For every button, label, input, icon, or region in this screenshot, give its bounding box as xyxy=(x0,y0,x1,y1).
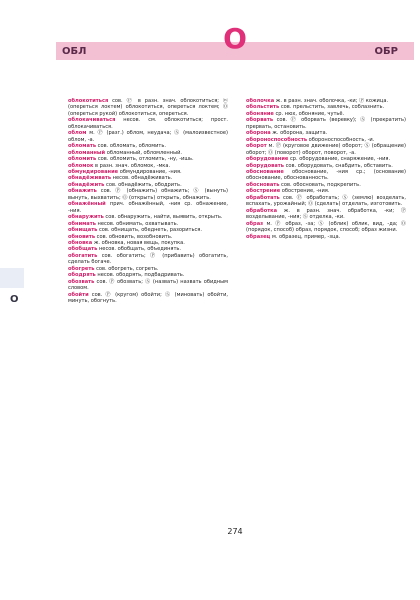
entry-definition: ср. оборудование, снаряжение, -ния. xyxy=(288,156,391,163)
entry-headword: обогреть xyxy=(68,265,95,272)
dictionary-entry xyxy=(68,201,228,214)
entry-definition: сов. обнаружить, найти, выявить, открыть. xyxy=(103,214,223,221)
dictionary-entry xyxy=(246,195,406,208)
right-running-headword: ОБР xyxy=(374,46,398,57)
dictionary-entry xyxy=(68,279,228,292)
right-column xyxy=(246,98,406,510)
dictionary-entry xyxy=(68,188,228,201)
entry-definition: м. Ⓟ образ, -за; Ⓢ (облик) облик, вид, -да; Ⓞ (порядок, способ) образ, порядок, способ; образ жизни. xyxy=(246,220,406,234)
entry-definition: обострение, -ния. xyxy=(280,188,330,195)
entry-headword: оболочка xyxy=(246,98,275,104)
entry-headword: обломок xyxy=(68,162,94,169)
entry-headword: обнажённый xyxy=(68,201,106,208)
entry-headword: обнаружить xyxy=(68,214,104,221)
entry-definition: сов. Ⓟ в разн. знач. облокотиться; ⓝ (опереться локтем) облокотиться, опереться локтем; Ⓞ (опереться рукой) облокотиться, опереться. xyxy=(68,98,228,117)
dictionary-entry xyxy=(246,117,406,130)
entry-definition: м. Ⓟ (разг.) облом, неудача; Ⓢ (малоизвестное) облом, -а. xyxy=(68,130,228,143)
entry-definition: сов. прельстить, завлечь, соблазнить. xyxy=(279,104,385,111)
dictionary-entry xyxy=(246,221,406,234)
entry-definition: сов. обломить, отломить, -ну, -ишь. xyxy=(96,156,194,163)
entry-headword: обозвать xyxy=(68,278,95,285)
entry-headword: облокачиваться xyxy=(68,117,116,124)
entry-definition: ж. оборона, защита. xyxy=(270,130,328,137)
entry-headword: обойти xyxy=(68,291,89,298)
entry-headword: обломать xyxy=(68,143,97,150)
entry-definition: сов. оборудовать, снабдить, обставить. xyxy=(283,162,393,169)
entry-headword: оборона xyxy=(246,130,271,137)
entry-headword: облокотиться xyxy=(68,98,109,104)
dictionary-entry xyxy=(68,98,228,117)
section-letter: О xyxy=(223,22,247,55)
entry-definition: сов. Ⓟ (кругом) обойти; Ⓢ (миновать) обойти, минуть, обогнуть. xyxy=(68,291,228,305)
left-column xyxy=(68,98,228,510)
dictionary-entry xyxy=(246,208,406,221)
entry-headword: образец xyxy=(246,233,271,240)
entry-headword: оборот xyxy=(246,143,267,150)
entry-definition: сов. обогатить; Ⓟ (прибавить) обогатить, сделать богаче. xyxy=(68,252,228,266)
entry-definition: сов. обосновать, подкрепить. xyxy=(279,181,361,188)
entry-definition: несов. обобщать, объединять. xyxy=(97,246,182,253)
entry-definition: сов. Ⓟ оборвать (веревку); Ⓢ (прекратить) прервать, остановить. xyxy=(246,117,406,130)
entry-definition: несов. см. облокотиться; прост. облокачиваться. xyxy=(68,117,228,130)
entry-definition: сов. обнадёжить, ободрить. xyxy=(104,181,182,188)
entry-headword: обнажить xyxy=(68,188,97,195)
entry-headword: обострение xyxy=(246,188,281,195)
entry-headword: обогатить xyxy=(68,252,98,259)
entry-definition: обороноспособность, -и. xyxy=(307,136,375,143)
entry-definition: сов. обновить, возобновить. xyxy=(95,233,173,240)
dictionary-entry xyxy=(246,234,406,240)
entry-headword: обработать xyxy=(246,194,280,201)
entry-definition: в разн. знач. обломок, -мка. xyxy=(93,162,171,169)
entry-headword: обольстить xyxy=(246,104,280,111)
entry-definition: несов. ободрять, подбадривать. xyxy=(95,272,185,279)
entry-headword: ободрять xyxy=(68,272,96,279)
side-index-tab xyxy=(0,268,24,288)
entry-headword: обновка xyxy=(68,239,93,246)
entry-headword: образ xyxy=(246,220,264,227)
entry-headword: обоснование xyxy=(246,168,284,175)
dictionary-entry xyxy=(246,169,406,182)
entry-definition: ж. обновка, новая вещь, покупка. xyxy=(92,239,185,246)
dictionary-entry xyxy=(68,292,228,305)
entry-definition: обмундирование, -ния. xyxy=(118,168,182,175)
entry-definition: сов. Ⓟ обозвать; Ⓢ (назвать) назвать обидным словом. xyxy=(68,278,228,292)
entry-definition: обоснование, -ния ср.; (основание) обоснование, обоснованность. xyxy=(246,168,406,182)
entry-definition: сов. обогреть, согреть. xyxy=(94,265,159,272)
entry-definition: сов. обломать, обломить. xyxy=(96,143,167,150)
dictionary-entry xyxy=(68,117,228,130)
entry-definition: несов. обнадёживать. xyxy=(111,175,173,182)
entry-definition: сов. Ⓟ обработать; Ⓢ (землю) возделать, вспахать, урожайный; Ⓞ (сделать) отделать, изготовить. xyxy=(246,194,406,208)
entry-definition: ж. в разн. знач. оболочка, -ки; Ⓟ кожица. xyxy=(274,98,389,104)
entry-definition: ср. нюх, обоняние, чутьё. xyxy=(273,110,345,117)
entry-headword: обмундирование xyxy=(68,168,119,175)
dictionary-page xyxy=(56,8,414,592)
entry-headword: обновить xyxy=(68,233,96,240)
entry-headword: обнадёживать xyxy=(68,175,112,182)
entry-definition: прич. обнажённый, -ния ср. обнажение, -ния. xyxy=(68,201,228,214)
page-number: 274 xyxy=(227,527,243,536)
entry-definition: сов. обнищать, обеднеть, разориться. xyxy=(97,227,202,234)
entry-definition: ж. в разн. знач. обработка, -ки; Ⓟ возделывание, -ния; Ⓢ отделка, -ки. xyxy=(246,207,406,221)
entry-definition: обломанный, обломленный. xyxy=(105,149,183,156)
entry-definition: м. Ⓟ (круговое движение) оборот; Ⓢ (обращение) оборот; Ⓞ (поворот) оборот, поворот, -а. xyxy=(246,143,406,156)
entry-definition: сов. Ⓟ (обнажить) обнажить; Ⓢ (вынуть) вынуть, выхватить; Ⓞ (открыть) открыть, обнажить. xyxy=(68,188,228,201)
entry-headword: обнимать xyxy=(68,220,96,227)
entry-headword: обоняние xyxy=(246,110,274,117)
entry-headword: оборвать xyxy=(246,117,274,124)
entry-headword: обнищать xyxy=(68,227,98,234)
entry-headword: облом xyxy=(68,130,87,137)
dictionary-entry xyxy=(68,130,228,143)
entry-headword: обнадёжить xyxy=(68,181,105,188)
dictionary-entry xyxy=(68,253,228,266)
entry-definition: несов. обнимать, охватывать. xyxy=(95,220,179,227)
entry-headword: обломить xyxy=(68,156,97,163)
entry-headword: оборудование xyxy=(246,156,289,163)
dictionary-entry xyxy=(246,143,406,156)
entry-headword: обработка xyxy=(246,207,278,214)
entry-headword: обобщать xyxy=(68,246,98,253)
entry-definition: м. образец, пример, -зца. xyxy=(270,233,341,240)
entry-headword: обломанный xyxy=(68,149,106,156)
side-index-letter: О xyxy=(10,294,19,305)
entry-headword: обосновать xyxy=(246,181,280,188)
entry-headword: оборудовать xyxy=(246,162,284,169)
left-running-headword: ОБЛ xyxy=(62,46,87,57)
entry-headword: обороноспособность xyxy=(246,136,308,143)
